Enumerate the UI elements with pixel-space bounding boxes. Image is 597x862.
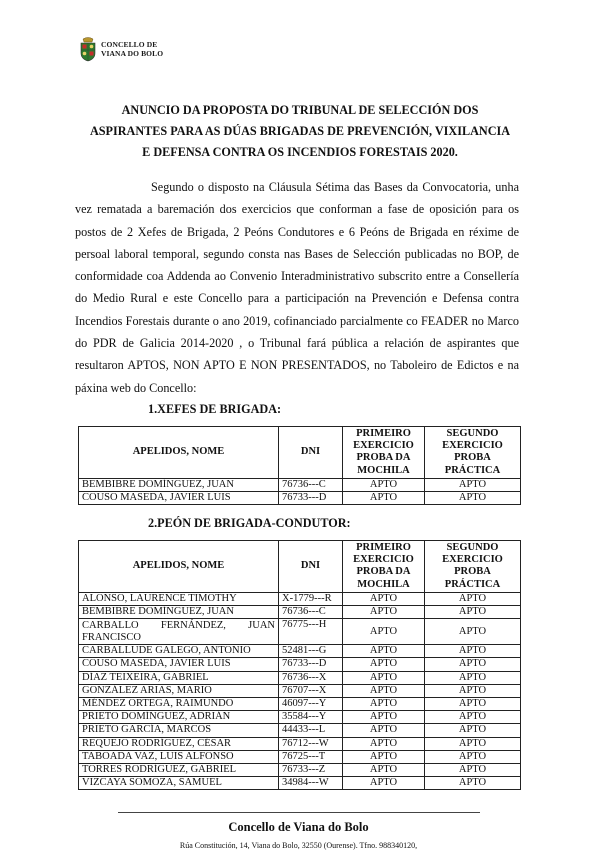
cell-ex1: APTO	[343, 671, 425, 684]
cell-dni: 76736---X	[279, 671, 343, 684]
xefes-table	[78, 426, 521, 505]
cell-name: PRIETO DOMÍNGUEZ, ADRIÁN	[79, 711, 279, 724]
cell-dni: 76712---W	[279, 737, 343, 750]
cell-name: VIZCAYA SOMOZA, SAMUEL	[79, 777, 279, 790]
section2-title: 2.PEÓN DE BRIGADA-CONDUTOR:	[148, 516, 351, 530]
title-line2: ASPIRANTES PARA AS DÚAS BRIGADAS DE PREVENCIÓN, VIXILANCIA	[89, 124, 511, 138]
col-dni-header: DNI	[279, 541, 343, 593]
title-line3: E DEFENSA CONTRA OS INCENDIOS FORESTAIS 2020.	[142, 145, 458, 159]
cell-name: TORRES RODRÍGUEZ, GABRIEL	[79, 764, 279, 777]
table-row	[79, 478, 521, 491]
document-title	[70, 100, 530, 163]
cell-name: CARBALLUDE GALEGO, ANTONIO	[79, 645, 279, 658]
cell-name: GONZÁLEZ ARIAS, MARIO	[79, 684, 279, 697]
cell-ex1: APTO	[343, 619, 425, 645]
cell-ex1: APTO	[343, 492, 425, 505]
cell-ex1: APTO	[343, 750, 425, 763]
cell-ex1: APTO	[343, 698, 425, 711]
table-row	[79, 777, 521, 790]
cell-ex2: APTO	[425, 492, 521, 505]
cell-name: TABOADA VAZ, LUIS ALFONSO	[79, 750, 279, 763]
cell-ex2: APTO	[425, 711, 521, 724]
cell-ex1: APTO	[343, 684, 425, 697]
table-header-row	[79, 541, 521, 593]
cell-ex1: APTO	[343, 777, 425, 790]
title-line1: ANUNCIO DA PROPOSTA DO TRIBUNAL DE SELECCIÓN DOS	[121, 103, 479, 117]
cell-dni: 76733---Z	[279, 764, 343, 777]
cell-dni: 76733---D	[279, 492, 343, 505]
cell-ex1: APTO	[343, 592, 425, 605]
cell-ex2: APTO	[425, 645, 521, 658]
table-row	[79, 711, 521, 724]
cell-name: PRIETO GARCÍA, MARCOS	[79, 724, 279, 737]
cell-dni: 44433---L	[279, 724, 343, 737]
cell-dni: 35584---Y	[279, 711, 343, 724]
org-name-line2: VIANA DO BOLO	[101, 49, 164, 58]
cell-dni: 76736---C	[279, 606, 343, 619]
cell-dni: 76707---X	[279, 684, 343, 697]
cell-ex1: APTO	[343, 645, 425, 658]
cell-ex2: APTO	[425, 724, 521, 737]
cell-name: ALONSO, LAURENCE TIMOTHY	[79, 592, 279, 605]
cell-ex1: APTO	[343, 724, 425, 737]
col-ex1-header: PRIMEIRO EXERCICIO PROBA DA MOCHILA	[343, 541, 425, 593]
cell-ex2: APTO	[425, 698, 521, 711]
cell-dni: 34984---W	[279, 777, 343, 790]
cell-dni: 76725---T	[279, 750, 343, 763]
cell-dni: 76736---C	[279, 478, 343, 491]
table-row	[79, 645, 521, 658]
table-row	[79, 750, 521, 763]
col-name-header: APELIDOS, NOME	[79, 427, 279, 479]
table-header-row	[79, 427, 521, 479]
header-logo	[80, 36, 163, 62]
cell-dni: 46097---Y	[279, 698, 343, 711]
cell-name: DÍAZ TEIXEIRA, GABRIEL	[79, 671, 279, 684]
table-row	[79, 724, 521, 737]
cell-ex2: APTO	[425, 606, 521, 619]
coat-of-arms-icon	[80, 36, 96, 62]
cell-name: COUSO MASEDA, JAVIER LUIS	[79, 492, 279, 505]
table-row	[79, 671, 521, 684]
col-dni-header: DNI	[279, 427, 343, 479]
cell-ex2: APTO	[425, 658, 521, 671]
cell-ex2: APTO	[425, 737, 521, 750]
table-row	[79, 619, 521, 645]
org-name-line1: CONCELLO DE	[101, 40, 158, 49]
cell-name: REQUEJO RODRÍGUEZ, CÉSAR	[79, 737, 279, 750]
table-row	[79, 492, 521, 505]
body-paragraph: Segundo o disposto na Cláusula Sétima das Bases da Convocatoria, unha vez rematada a baremación dos exercicios que conforman a fase de oposición para os postos de 2 Xefes de Brigada, 2 Peóns Condutores e 6 Peóns de Brigada en réxime de persoal laboral temporal, segundo consta nas Bases de Selección publicadas no BOP, de conformidade coa Addenda ao Convenio Interadministrativo subscrito entre a Consellería do Medio Rural e este Concello para a participación na Prevención e Defensa contra Incendios Forestais durante o ano 2019, cofinanciado parcialmente co FEADER no Marco do PDR de Galicia 2014-2020 , o Tribunal fará pública a relación de aspirantes que resultaron APTOS, NON APTO E NON PRESENTADOS, no Taboleiro de Edictos e na páxina web do Concello:	[75, 180, 519, 395]
cell-name: BEMBIBRE DOMÍNGUEZ, JUAN	[79, 606, 279, 619]
table-row	[79, 698, 521, 711]
cell-name: BEMBIBRE DOMÍNGUEZ, JUAN	[79, 478, 279, 491]
cell-ex1: APTO	[343, 737, 425, 750]
cell-ex1: APTO	[343, 658, 425, 671]
cell-ex2: APTO	[425, 777, 521, 790]
cell-ex1: APTO	[343, 711, 425, 724]
table-row	[79, 592, 521, 605]
cell-dni: 76733---D	[279, 658, 343, 671]
table-row	[79, 684, 521, 697]
cell-dni: 52481---G	[279, 645, 343, 658]
org-name	[101, 40, 163, 58]
cell-ex1: APTO	[343, 478, 425, 491]
footer-org-name: Concello de Viana do Bolo	[228, 820, 369, 834]
table-row	[79, 658, 521, 671]
cell-ex2: APTO	[425, 671, 521, 684]
cell-dni: X-1779---R	[279, 592, 343, 605]
cell-dni: 76775---H	[279, 619, 343, 645]
footer-divider	[118, 812, 480, 813]
cell-ex2: APTO	[425, 619, 521, 645]
col-ex1-header: PRIMEIRO EXERCICIO PROBA DA MOCHILA	[343, 427, 425, 479]
cell-name: CARBALLO FERNÁNDEZ, JUAN FRANCISCO	[79, 619, 279, 645]
col-ex2-header: SEGUNDO EXERCICIO PROBA PRÁCTICA	[425, 427, 521, 479]
peon-table	[78, 540, 521, 790]
section1-title: 1.XEFES DE BRIGADA:	[148, 402, 282, 416]
table-row	[79, 764, 521, 777]
cell-name: MÉNDEZ ORTEGA, RAIMUNDO	[79, 698, 279, 711]
footer-address: Rúa Constitución, 14, Viana do Bolo, 32550 (Ourense). Tfno. 988340120,	[179, 841, 418, 850]
table-row	[79, 737, 521, 750]
cell-ex1: APTO	[343, 606, 425, 619]
col-ex2-header: SEGUNDO EXERCICIO PROBA PRÁCTICA	[425, 541, 521, 593]
cell-ex2: APTO	[425, 592, 521, 605]
cell-ex2: APTO	[425, 478, 521, 491]
cell-ex2: APTO	[425, 764, 521, 777]
cell-ex2: APTO	[425, 750, 521, 763]
cell-ex1: APTO	[343, 764, 425, 777]
cell-name: COUSO MASEDA, JAVIER LUIS	[79, 658, 279, 671]
table-row	[79, 606, 521, 619]
cell-ex2: APTO	[425, 684, 521, 697]
col-name-header: APELIDOS, NOME	[79, 541, 279, 593]
